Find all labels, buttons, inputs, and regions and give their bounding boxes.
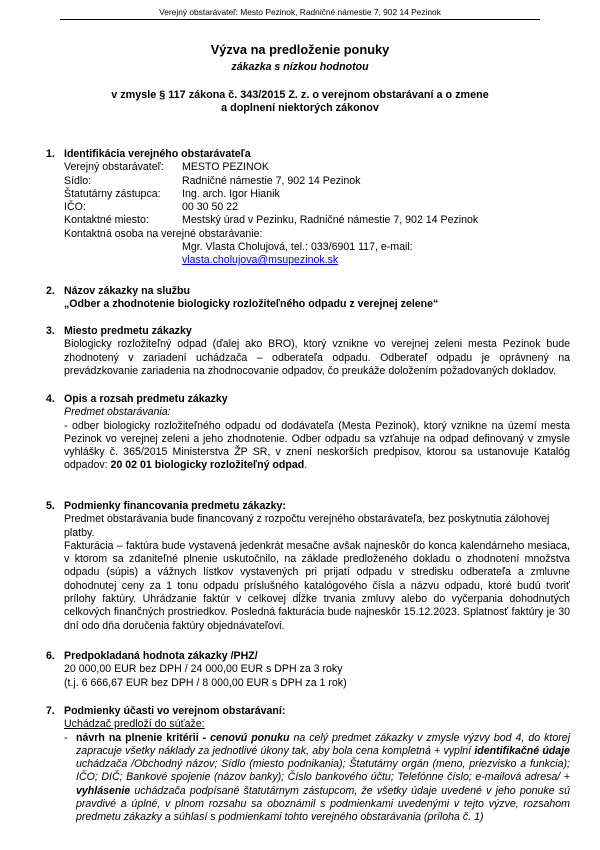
section-1-title: Identifikácia verejného obstarávateľa (64, 148, 251, 160)
section-5-paragraph-2: Fakturácia – faktúra bude vystavená jedenkrát mesačne avšak najneskôr do konca kalendárneho mesiaca, v ktorom sa zdaniteľné plnenie uskutočnilo, na základe predloženého dokladu o zhodnotení množstva odpadu (súpis) a vážnych lístkov vystavených pri prijatí odpadu v stredisku odberateľa a zmluvne dohodnutej ceny za 1 tonu odpadu príslušného katalógového čísla a názvu odpadu, ktoré budú tvoriť prílohy faktúry. Uhrádzanie faktúr v celkovej dĺžke trvania zmluvy alebo do vyčerpania dohodnutých celkových finančných prostriedkov. Posledná fakturácia bude najneskôr 15.12.2023. Splatnosť faktúry je 30 dní odo dňa doručenia faktúry objednávateľovi. (64, 539, 570, 632)
section-4-number: 4. (46, 393, 55, 405)
section-2-number: 2. (46, 285, 55, 297)
waste-code: 20 02 01 biologicky rozložiteľný odpad (110, 459, 305, 472)
row-value: Mestský úrad v Pezinku, Radničné námestie 7, 902 14 Pezinok (182, 214, 479, 227)
section-7-title: Podmienky účasti vo verejnom obstarávaní: (64, 705, 286, 717)
section-7-subhead: Uchádzač predloží do súťaže: (64, 718, 205, 731)
contract-name: „Odber a zhodnotenie biologicky rozložiteľného odpadu z verejnej zelene“ (64, 298, 439, 311)
requirement-text-3: uchádzača podpísané štatutárnym zástupcom, že všetky údaje uvedené v jeho ponuke sú pravdivé a úplné, v plnom rozsahu sa oboznámil s podmienkami uvedenými v tejto výzve, rozsahom predmetu zákazky a súhlasí s podmienkami tohto verejného obstarávania (príloha č. 1) (76, 784, 570, 824)
row-value: Radničné námestie 7, 902 14 Pezinok (182, 174, 361, 187)
section-5-body (64, 513, 570, 633)
contact-person-value (64, 241, 570, 268)
contact-person-label: Kontaktná osoba na verejné obstarávanie: (64, 227, 263, 240)
row-label: Štatutárny zástupca: (64, 187, 161, 200)
section-6-number: 6. (46, 650, 55, 662)
email-link[interactable]: vlasta.cholujova@msupezinok.sk (182, 254, 339, 267)
list-item (64, 732, 570, 825)
sentence-end: . (304, 459, 308, 472)
header-divider (60, 19, 540, 20)
section-1-body (64, 161, 570, 267)
section-5-number: 5. (46, 500, 55, 512)
section-7-body (64, 718, 570, 824)
section-4-description: - odber biologicky rozložiteľného odpadu od dodávateľa (Mesta Pezinok), ktorý vznikne na území mesta Pezinok vo verejnej zeleni a jeho zhodnotenie. Odber odpadu sa vzťahuje na odpad definovaný v zmysle vyhlášky č. 365/2015 Ministerstva ŽP SR, v znení neskorších predpisov, ktorou sa ustanovuje Katalóg odpadov: (64, 419, 570, 472)
price-offer: cenovú ponuku (210, 731, 290, 744)
requirement-text-1: na celý predmet zákazky v zmysle výzvy bod 4, do ktorej zapracuje všetky náklady za jednotlivé úkony tak, aby bola cena kompletná + vyplní (76, 731, 570, 757)
ico-row (64, 201, 570, 214)
row-label: Kontaktné miesto: (64, 214, 149, 227)
statutory-row (64, 188, 570, 201)
value-3-years: 20 000,00 EUR bez DPH / 24 000,00 EUR s DPH za 3 roky (64, 663, 343, 676)
row-value: 00 30 50 22 (182, 201, 238, 214)
criteria-proposal: návrh na plnenie kritérii (76, 731, 199, 744)
contracting-authority-row (64, 161, 570, 174)
legal-basis-line-1: v zmysle § 117 zákona č. 343/2015 Z. z. o verejnom obstarávaní a o zmene (111, 89, 489, 101)
document-title: Výzva na predloženie ponuky (210, 42, 390, 57)
bullet-dash: - (64, 731, 68, 744)
contact-person-text: Mgr. Vlasta Cholujová, tel.: 033/6901 117, e-mail: (182, 241, 413, 254)
declaration: vyhlásenie (76, 784, 131, 797)
running-header: Verejný obstarávateľ: Mesto Pezinok, Radničné námestie 7, 902 14 Pezinok (159, 7, 441, 17)
section-6-title: Predpokladaná hodnota zákazky /PHZ/ (64, 650, 258, 662)
document-subtitle: zákazka s nízkou hodnotou (231, 61, 369, 73)
section-7-number: 7. (46, 705, 55, 717)
requirement-text-2: uchádzača /Obchodný názov; Sídlo (miesto podnikania); Štatutárny orgán (meno, priezvisko a funkcia); IČO; DIČ; Bankové spojenie (názov banky); Číslo bankového účtu; Telefónne číslo; e-mailová adresa/ + (76, 758, 570, 784)
seat-row (64, 175, 570, 188)
section-4-text (64, 420, 570, 473)
legal-basis-line-2: a doplnení niektorých zákonov (221, 102, 379, 114)
section-2-title: Názov zákazky na službu (64, 285, 190, 297)
section-3-number: 3. (46, 325, 55, 337)
submission-requirements (76, 732, 570, 825)
legal-basis (0, 89, 600, 115)
section-5-paragraph-1: Predmet obstarávania bude financovaný z rozpočtu verejného obstarávateľa, bez poskytnutia zálohovej platby. (64, 513, 550, 539)
identification-data: identifikačné údaje (474, 744, 570, 757)
row-value: Ing. arch. Igor Hianik (182, 187, 280, 200)
section-6-body (64, 663, 570, 690)
row-label: IČO: (64, 201, 86, 214)
separator: - (198, 731, 211, 744)
section-5-title: Podmienky financovania predmetu zákazky: (64, 500, 286, 512)
section-3-title: Miesto predmetu zákazky (64, 325, 192, 337)
row-value: MESTO PEZINOK (182, 161, 269, 174)
section-4-title: Opis a rozsah predmetu zákazky (64, 393, 228, 405)
section-4-subhead: Predmet obstarávania: (64, 406, 171, 419)
contact-place-row (64, 214, 570, 227)
section-1-number: 1. (46, 148, 55, 160)
row-label: Sídlo: (64, 174, 92, 187)
value-1-year: (t.j. 6 666,67 EUR bez DPH / 8 000,00 EUR s DPH za 1 rok) (64, 676, 347, 689)
section-3-text: Biologicky rozložiteľný odpad (ďalej ako BRO), ktorý vznikne vo verejnej zeleni mesta Pezinok bude zhodnotený v zariadení uchádzača – odberateľa odpadu. Odberateľ odpadu je oprávnený na prevádzkovanie zariadenia na zhodnocovanie odpadov, čo preukáže doložením požadovaných dokladov. (64, 338, 570, 377)
section-4-body (64, 406, 570, 472)
row-label: Verejný obstarávateľ: (64, 161, 164, 174)
